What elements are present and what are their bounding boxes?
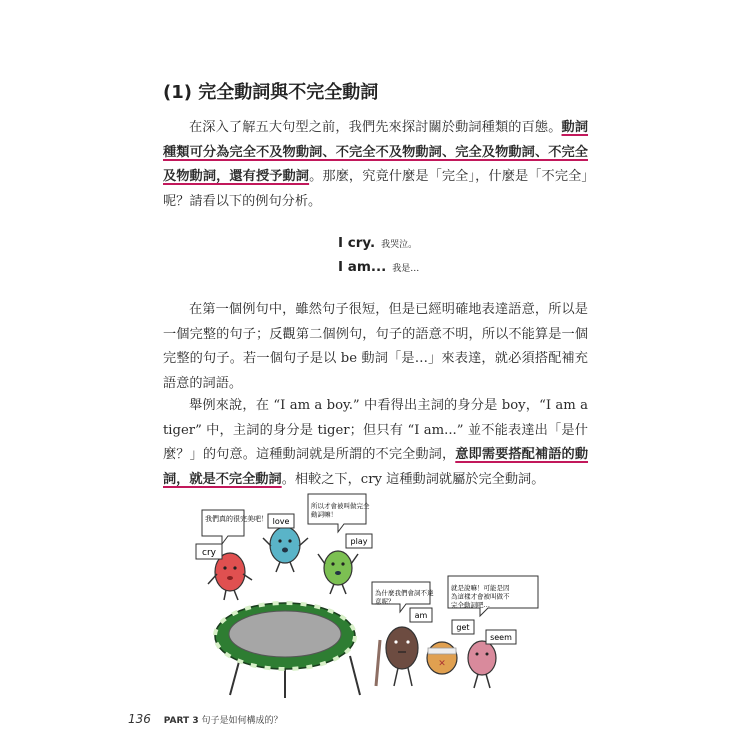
bubble-brown-line: 為什麼我們會詞不達: [375, 589, 434, 597]
paragraph-intro: [163, 116, 588, 214]
tag-seem: [486, 630, 516, 644]
paragraph-example: [163, 394, 588, 492]
speech-bubble-right: [448, 576, 538, 616]
paragraph-analysis-text: 在第一個例句中，雖然句子很短，但是已經明確地表達語意，所以是一個完整的句子；反觀第二個例句，句子的語意不明，所以不能算是一個完整的句子。若一個句子是以 be 動詞「是…」來表達，就必須搭配補充語意的詞語。: [163, 302, 588, 391]
tag-am: [410, 608, 432, 622]
speech-bubble-red: [202, 510, 268, 544]
page-footer: [128, 712, 282, 726]
tag-play: [346, 534, 372, 548]
trampoline: [215, 603, 360, 698]
example-sentence-2: [338, 259, 419, 275]
example-english: I cry.: [338, 235, 376, 251]
bubble-line-cont: 完全動詞吧…: [451, 601, 490, 609]
tag-am-label: am: [414, 611, 428, 620]
red-bean-character: [208, 553, 252, 600]
paragraph-example-highlight: 意即需要搭配補語的動詞，就是不完全動詞: [163, 447, 589, 487]
bubble-line-cont: 意呢？: [375, 597, 395, 606]
speech-bubble-green: [308, 494, 372, 532]
paragraph-analysis: [163, 298, 588, 396]
blue-bean-character: [263, 527, 308, 572]
bubble-green-line: 所以才會被叫做完全: [311, 502, 370, 510]
tag-cry-label: cry: [202, 548, 216, 558]
svg-text:我們真的很完美吧！: [205, 514, 268, 523]
page-number: 136: [128, 712, 151, 726]
paragraph-example-rest: 。相較之下，cry 這種動詞就屬於完全動詞。: [281, 471, 545, 487]
section-title: 完全動詞與不完全動詞: [198, 82, 379, 103]
bubble-red-line: 我們真的很完美吧！: [205, 515, 268, 523]
bubble-line-cont: 為這樣才會被叫做不: [451, 592, 510, 601]
tag-love-label: love: [272, 517, 290, 526]
green-bean-character: [318, 551, 358, 594]
tag-get-label: get: [456, 623, 470, 632]
paragraph-example-lead: 舉例來說，在 “I am a boy.” 中看得出主詞的身分是 boy，“I am a tiger” 中，主詞的身分是 tiger；但只有 “I am...” 並不能表達出「是什麼？」的句意。這種動詞就是所謂的不完全動詞，: [163, 398, 588, 462]
tag-love: [268, 514, 294, 528]
paragraph-intro-highlight: 動詞種類可分為完全不及物動詞、不完全不及物動詞、完全及物動詞、不完全及物動詞，還有授予動詞: [163, 120, 589, 184]
tag-cry: [196, 544, 222, 559]
bean-characters-illustration: [180, 490, 580, 700]
tag-seem-label: seem: [490, 633, 512, 642]
example-translation: 我是…: [392, 264, 420, 274]
paragraph-intro-lead: 在深入了解五大句型之前，我們先來探討關於動詞種類的百態。: [189, 120, 562, 135]
bubble-line-cont: 動詞嘛！: [311, 510, 337, 519]
bubble-right-line: 就是說嘛！可能是因: [451, 584, 510, 592]
svg-text:✕: ✕: [438, 659, 446, 669]
part-title: 句子是如何構成的？: [201, 716, 283, 726]
bandaged-bean-character: [427, 642, 457, 674]
example-translation: 我哭泣。: [381, 240, 418, 250]
tag-play-label: play: [350, 537, 368, 546]
section-number: (1): [163, 82, 192, 103]
paragraph-intro-rest: 。那麼，究竟什麼是「完全」，什麼是「不完全」呢？請看以下的例句分析。: [163, 169, 588, 209]
tag-get: [452, 620, 474, 634]
section-heading: [163, 78, 378, 104]
brown-bean-character: [376, 627, 418, 686]
part-label: PART 3: [163, 716, 199, 726]
example-english: I am...: [338, 259, 387, 275]
example-sentence-1: [338, 235, 417, 251]
pink-bean-character: [468, 641, 496, 688]
